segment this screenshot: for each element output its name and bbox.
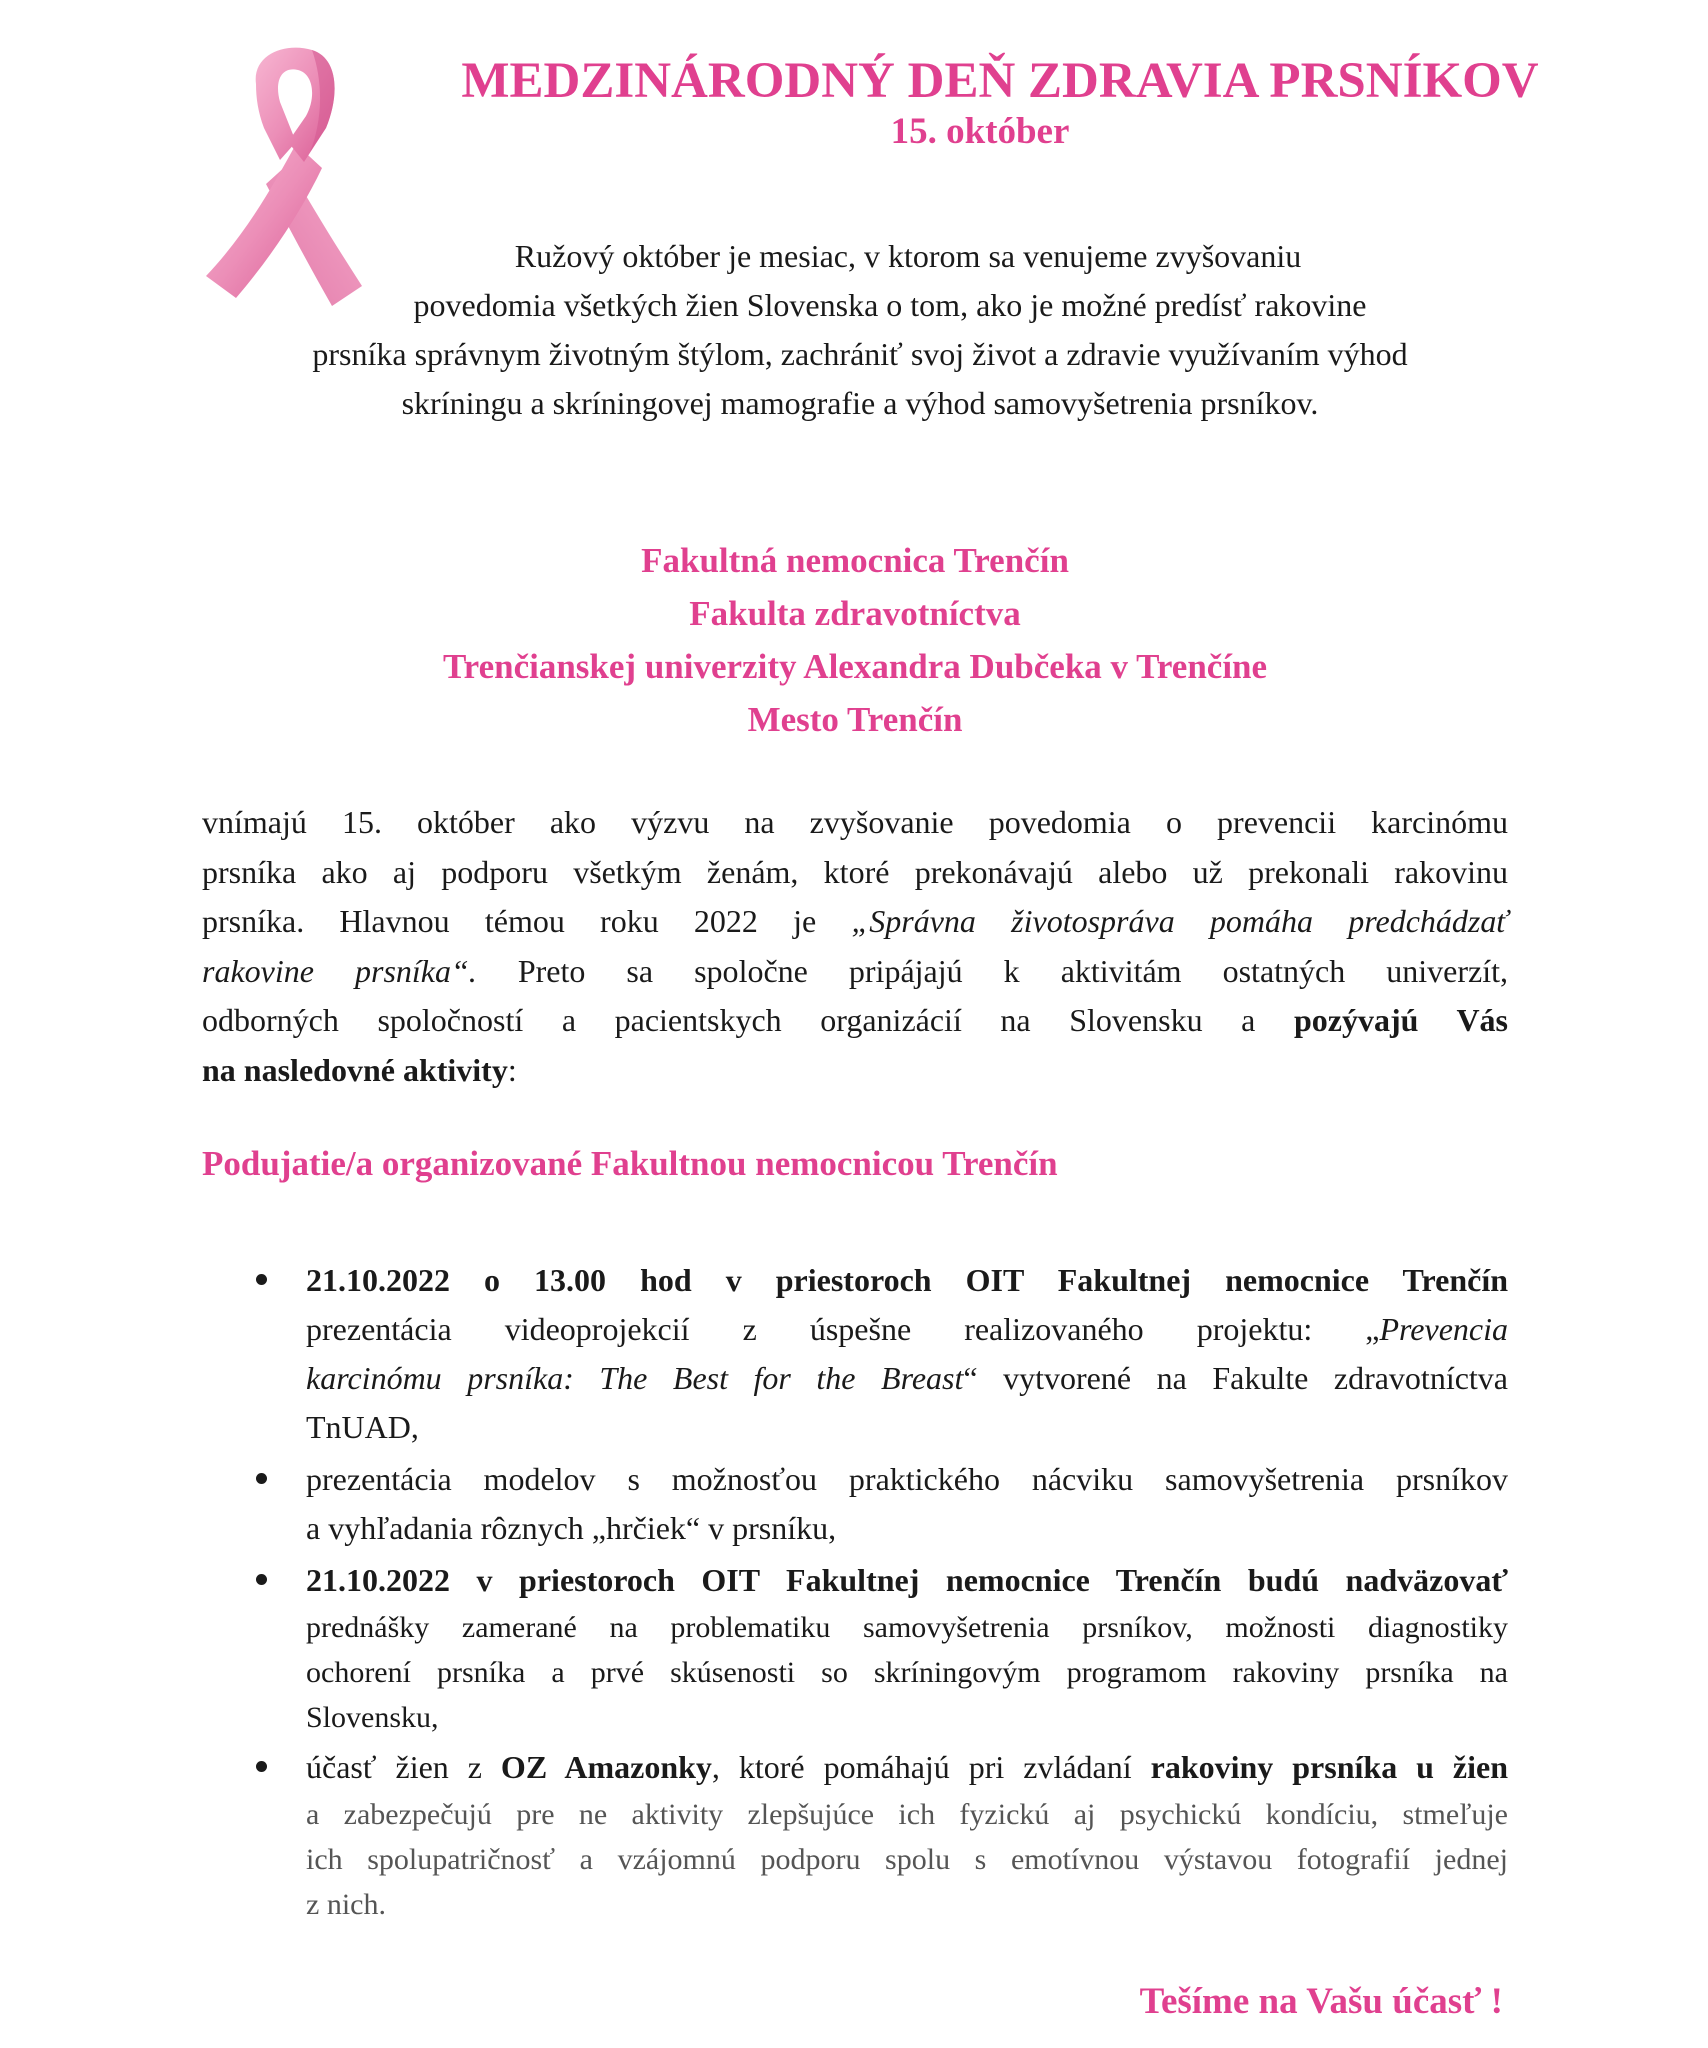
list-item xyxy=(252,1256,1508,1452)
event-text: , ktoré pomáhajú pri zvládaní xyxy=(711,1749,1151,1785)
list-item xyxy=(252,1455,1508,1553)
event-line: prezentácia modelov s možnosťou praktického nácviku samovyšetrenia prsníkov xyxy=(306,1461,1508,1497)
event-text: “ vytvorené na Fakulte zdravotníctva xyxy=(963,1360,1509,1396)
theme-quote: „Správna životospráva pomáha predchádzať xyxy=(851,903,1509,939)
event-line: prednášky zamerané na problematiku samovyšetrenia prsníkov, možnosti diagnostiky xyxy=(306,1611,1508,1644)
organization-highlight: OZ Amazonky xyxy=(500,1749,712,1785)
paragraph-text: Preto sa spoločne pripájajú k aktivitám ostatných univerzít, xyxy=(476,952,1509,989)
paragraph-line: prsníka ako aj podporu všetkým ženám, ktoré prekonávajú alebo už prekonali rakovinu xyxy=(202,853,1508,890)
organization-name: Fakulta zdravotníctva xyxy=(689,594,1021,633)
organization-name: Mesto Trenčín xyxy=(747,700,963,739)
event-line: z nich. xyxy=(306,1888,386,1921)
paragraph-line xyxy=(202,897,1508,947)
list-item xyxy=(252,1743,1508,1927)
project-title: Prevencia xyxy=(1379,1311,1508,1347)
event-line: ich spolupatričnosť a vzájomnú podporu spolu s emotívnou výstavou fotografií jednej xyxy=(306,1843,1508,1876)
paragraph-text: : xyxy=(507,1051,517,1088)
event-line xyxy=(306,1305,1508,1354)
intro-line: prsníka správnym životným štýlom, zachrániť svoj život a zdravie využívaním výhod xyxy=(312,336,1408,372)
event-date: 15. október xyxy=(890,111,1070,152)
invitation-text: na nasledovné aktivity xyxy=(202,1051,508,1088)
event-datetime: 21.10.2022 v priestoroch OIT Fakultnej nemocnice Trenčín budú nadväzovať xyxy=(306,1562,1508,1598)
theme-quote: rakovine prsníka“. xyxy=(202,952,477,989)
intro-line: povedomia všetkých žien Slovenska o tom, ako je možné predísť rakovine xyxy=(413,287,1367,323)
closing-message: Tešíme na Vašu účasť ! xyxy=(1139,1981,1503,2022)
paragraph-line xyxy=(202,996,1508,1046)
topic-highlight: rakoviny prsníka u žien xyxy=(1150,1749,1509,1785)
event-line: Slovensku, xyxy=(306,1701,439,1734)
organizations-block xyxy=(300,534,1410,746)
event-line: ochorení prsníka a prvé skúsenosti so skríningovým programom rakoviny prsníka na xyxy=(306,1656,1508,1689)
paragraph-text: odborných spoločností a pacientskych organizácií na Slovensku a xyxy=(202,1002,1294,1038)
event-text: účasť žien z xyxy=(306,1749,501,1785)
events-list xyxy=(252,1256,1508,1930)
event-datetime: 21.10.2022 o 13.00 hod v priestoroch OIT Fakultnej nemocnice Trenčín xyxy=(306,1262,1508,1298)
paragraph-line xyxy=(202,947,1508,997)
event-line xyxy=(306,1256,1508,1305)
paragraph-line xyxy=(202,1046,1508,1096)
page-title: MEDZINÁRODNÝ DEŇ ZDRAVIA PRSNÍKOV xyxy=(461,53,1539,109)
bullet-icon xyxy=(256,1761,267,1772)
event-line xyxy=(306,1743,1508,1792)
project-title: karcinómu prsníka: The Best for the Breast xyxy=(306,1360,964,1396)
bullet-icon xyxy=(256,1473,267,1484)
intro-paragraph xyxy=(210,232,1510,428)
intro-line: Ružový október je mesiac, v ktorom sa venujeme zvyšovaniu xyxy=(514,238,1302,274)
intro-line: skríningu a skríningovej mamografie a výhod samovyšetrenia prsníkov. xyxy=(401,385,1319,421)
invitation-text: pozývajú Vás xyxy=(1293,1002,1509,1038)
event-line: a zabezpečujú pre ne aktivity zlepšujúce ich fyzickú aj psychickú kondíciu, stmeľuje xyxy=(306,1798,1508,1831)
bullet-icon xyxy=(256,1574,267,1585)
list-item xyxy=(252,1556,1508,1740)
event-line: TnUAD, xyxy=(306,1409,419,1445)
bullet-icon xyxy=(256,1274,267,1285)
event-text: prezentácia videoprojekcií z úspešne realizovaného projektu: „ xyxy=(306,1311,1380,1347)
paragraph-text: prsníka. Hlavnou témou roku 2022 je xyxy=(202,903,852,939)
paragraph-line: vnímajú 15. október ako výzvu na zvyšovanie povedomia o prevencii karcinómu xyxy=(202,804,1508,840)
event-line xyxy=(306,1556,1508,1605)
event-line xyxy=(306,1354,1508,1403)
event-line: a vyhľadania rôznych „hrčiek“ v prsníku, xyxy=(306,1510,837,1546)
main-paragraph xyxy=(202,798,1508,1095)
organization-name: Trenčianskej univerzity Alexandra Dubčeka v Trenčíne xyxy=(442,647,1268,686)
organization-name: Fakultná nemocnica Trenčín xyxy=(641,541,1069,580)
section-heading: Podujatie/a organizované Fakultnou nemocnicou Trenčín xyxy=(202,1144,1058,1183)
